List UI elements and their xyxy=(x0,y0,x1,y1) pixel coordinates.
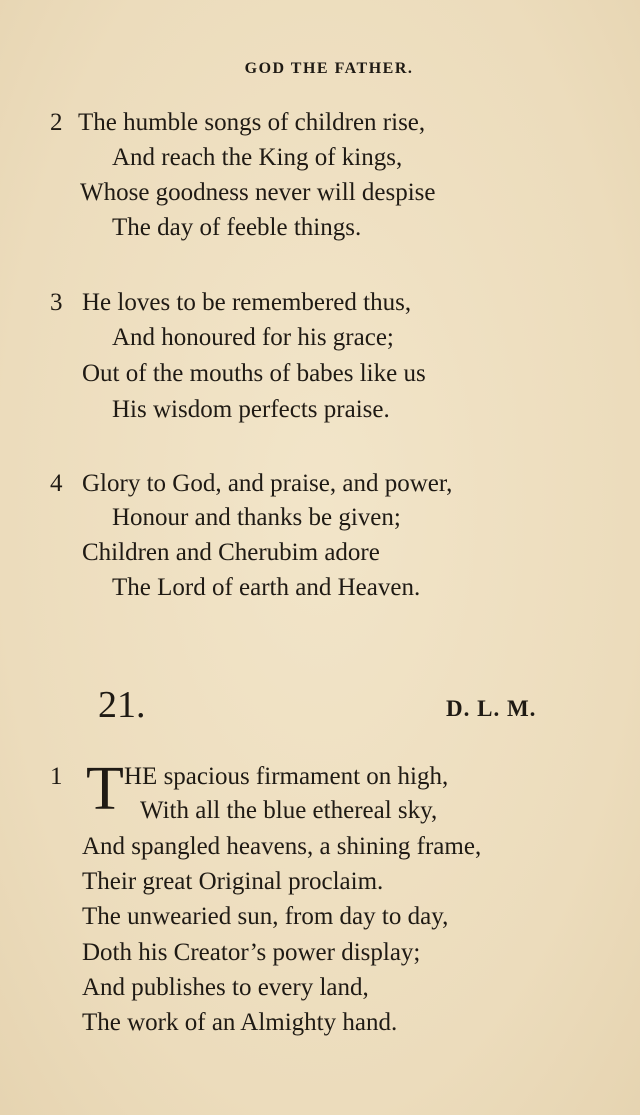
verse-line: The work of an Almighty hand. xyxy=(82,1009,398,1036)
verse-line: Their great Original proclaim. xyxy=(82,868,384,895)
hymn-number: 21. xyxy=(98,684,146,726)
verse-line: Glory to God, and praise, and power, xyxy=(82,470,453,497)
verse-line: The humble songs of children rise, xyxy=(78,109,426,136)
verse-line: And publishes to every land, xyxy=(82,974,369,1001)
verse-line: Children and Cherubim adore xyxy=(82,539,380,566)
verse-line: He loves to be remembered thus, xyxy=(82,289,412,316)
verse-line: And spangled heavens, a shining frame, xyxy=(82,833,482,860)
stanza-number: 3 xyxy=(50,289,63,316)
stanza-number: 4 xyxy=(50,470,63,497)
verse-line: His wisdom perfects praise. xyxy=(112,396,390,423)
verse-line: The Lord of earth and Heaven. xyxy=(112,574,421,601)
verse-line: And reach the King of kings, xyxy=(112,144,403,171)
verse-line: Whose goodness never will despise xyxy=(80,179,436,206)
verse-line: With all the blue ethereal sky, xyxy=(140,797,438,824)
verse-line: The unwearied sun, from day to day, xyxy=(82,903,449,930)
running-head xyxy=(0,60,640,78)
verse-line: HE spacious firmament on high, xyxy=(124,763,449,790)
verse-line: Out of the mouths of babes like us xyxy=(82,360,426,387)
verse-line: Honour and thanks be given; xyxy=(112,504,401,531)
running-head-text: GOD THE FATHER. xyxy=(244,60,414,77)
verse-line: The day of feeble things. xyxy=(112,214,362,241)
drop-cap: T xyxy=(86,755,124,823)
stanza-number: 1 xyxy=(50,763,63,790)
stanza-number: 2 xyxy=(50,109,63,136)
hymn-meter: D. L. M. xyxy=(446,696,537,721)
verse-line: Doth his Creator’s power display; xyxy=(82,939,421,966)
verse-line: And honoured for his grace; xyxy=(112,324,394,351)
